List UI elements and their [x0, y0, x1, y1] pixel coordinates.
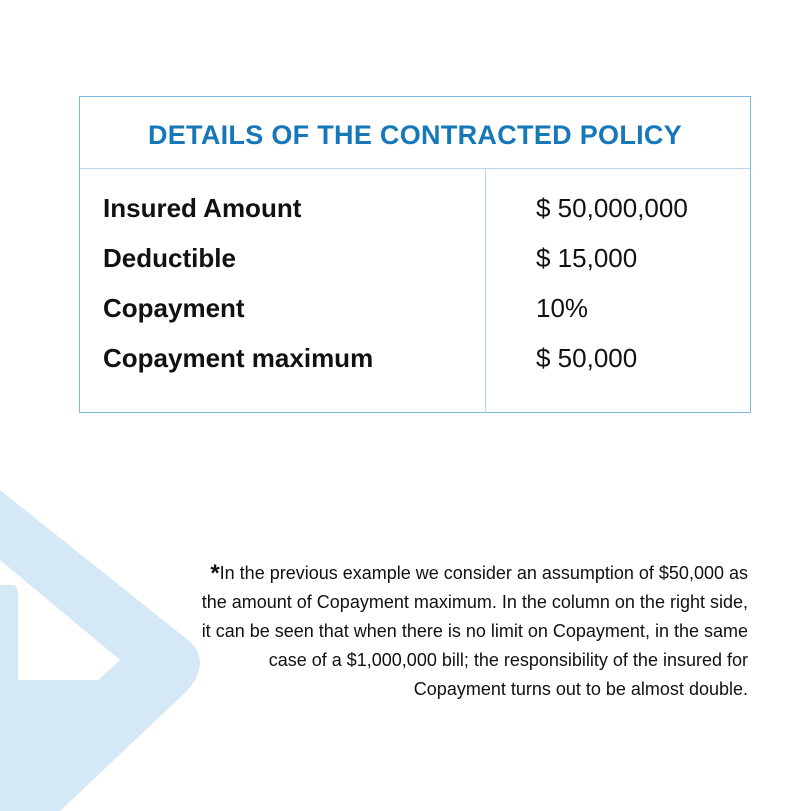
- row-label: Insured Amount: [103, 193, 302, 223]
- footnote-line: Copayment turns out to be almost double.: [413, 679, 748, 699]
- row-value: $ 50,000,000: [536, 193, 688, 223]
- row-label: Deductible: [103, 243, 236, 273]
- footnote-line: [88, 557, 748, 588]
- footnote-line: case of a $1,000,000 bill; the responsibility of the insured for: [268, 650, 748, 670]
- row-label: Copayment maximum: [103, 343, 374, 373]
- policy-row-insured-amount: [80, 183, 750, 233]
- row-value: $ 15,000: [536, 243, 638, 273]
- row-value: 10%: [536, 293, 589, 323]
- footnote-marker: *: [210, 560, 220, 587]
- footnote-line: the amount of Copayment maximum. In the column on the right side,: [201, 592, 748, 612]
- policy-details-table: [79, 96, 751, 413]
- footnote: [88, 557, 748, 704]
- footnote-text: In the previous example we consider an assumption of $50,000 as: [219, 563, 748, 583]
- footnote-line: it can be seen that when there is no limit on Copayment, in the same: [201, 621, 748, 641]
- row-value: $ 50,000: [536, 343, 638, 373]
- policy-row-copayment: [80, 283, 750, 333]
- row-label: Copayment: [103, 293, 245, 323]
- policy-table-title: DETAILS OF THE CONTRACTED POLICY: [80, 97, 750, 169]
- policy-row-copayment-maximum: [80, 333, 750, 383]
- policy-row-deductible: [80, 233, 750, 283]
